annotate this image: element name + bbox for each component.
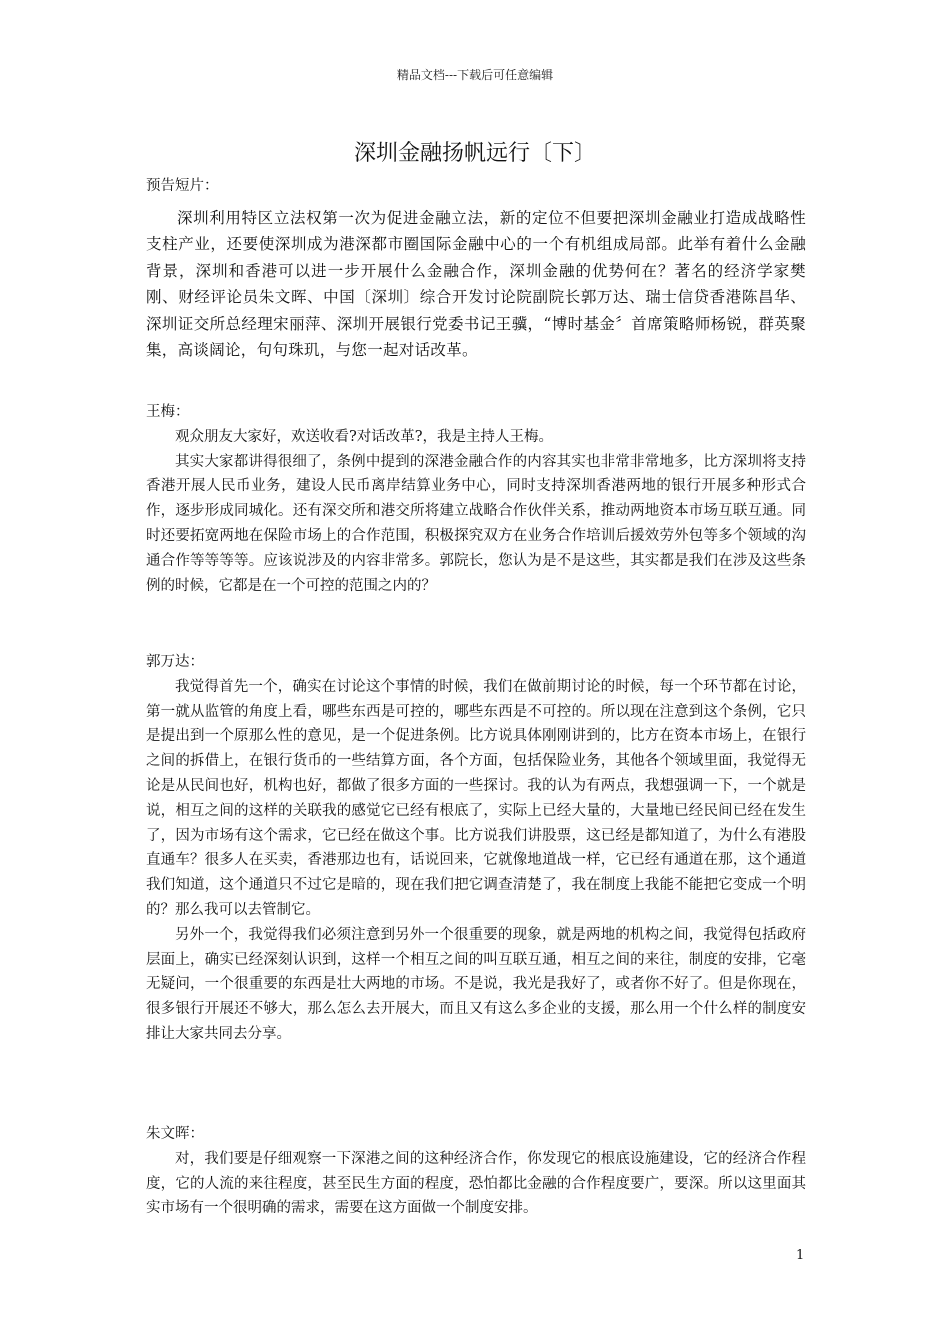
paragraph: 其实大家都讲得很细了，条例中提到的深港金融合作的内容其实也非常非常地多，比方深圳将支持香港开展人民币业务，建设人民币离岸结算业务中心，同时支持深圳香港两地的银行开展多种形式合作，逐步形成同城化。还有深交所和港交所将建立战略合作伙伴关系，推动两地资本市场互联互通。同时还要拓宽两地在保险市场上的合作范围，积极探究双方在业务合作培训后援效劳外包等多个领域的沟通合作等等等等。应该说涉及的内容非常多。郭院长，您认为是不是这些，其实都是我们在涉及这些条例的时候，它都是在一个可控的范围之内的？	[146, 453, 806, 594]
page-number: 1	[796, 1248, 805, 1263]
section-guowanda	[146, 650, 806, 1047]
speaker-label: 王梅：	[146, 404, 190, 420]
page-header: 精品文档---下载后可任意编辑	[396, 68, 554, 82]
paragraph: 另外一个，我觉得我们必须注意到另外一个很重要的现象，就是两地的机构之间，我觉得包括政府层面上，确实已经深刻认识到，这样一个相互之间的叫互联互通，相互之间的来往，制度的安排，它毫无疑问，一个很重要的东西是壮大两地的市场。不是说，我光是我好了，或者你不好了。但是你现在，很多银行开展还不够大，那么怎么去开展大，而且又有这么多企业的支援，那么用一个什么样的制度安排让大家共同去分享。	[146, 926, 806, 1042]
section-zhuwenhui	[146, 1122, 806, 1221]
paragraph: 对，我们要是仔细观察一下深港之间的这种经济合作，你发现它的根底设施建设，它的经济合作程度，它的人流的来往程度，甚至民生方面的程度，恐怕都比金融的合作程度要广，要深。所以这里面其实市场有一个很明确的需求，需要在这方面做一个制度安排。	[146, 1150, 806, 1217]
section-wangmei	[146, 400, 806, 598]
document-title: 深圳金融扬帆远行〔下〕	[353, 141, 596, 166]
paragraph: 我觉得首先一个，确实在讨论这个事情的时候，我们在做前期讨论的时候，每一个环节都在讨论，第一就从监管的角度上看，哪些东西是可控的，哪些东西是不可控的。所以现在注意到这个条例，它只是提出到一个原那么性的意见，是一个促进条例。比方说具体刚刚讲到的，比方在资本市场上，在银行之间的拆借上，在银行货币的一些结算方面，各个方面，包括保险业务，其他各个领域里面，我觉得无论是从民间也好，机构也好，都做了很多方面的一些探讨。我的认为有两点，我想强调一下，一个就是说，相互之间的这样的关联我的感觉它已经有根底了，实际上已经大量的，大量地已经民间已经在发生了，因为市场有这个需求，它已经在做这个事。比方说我们讲股票，这已经是都知道了，为什么有港股直通车？很多人在买卖，香港那边也有，话说回来，它就像地道战一样，它已经有通道在那，这个通道我们知道，这个通道只不过它是暗的，现在我们把它调查清楚了，我在制度上我能不能把它变成一个明的？那么我可以去管制它。	[146, 678, 806, 918]
speaker-label: 郭万达：	[146, 654, 204, 670]
document-body	[146, 174, 806, 364]
speaker-label: 朱文晖：	[146, 1126, 204, 1142]
intro-paragraph: 深圳利用特区立法权第一次为促进金融立法，新的定位不但要把深圳金融业打造成战略性支柱产业，还要使深圳成为港深都市圈国际金融中心的一个有机组成局部。此举有着什么金融背景，深圳和香港可以进一步开展什么金融合作，深圳金融的优势何在？著名的经济学家樊刚、财经评论员朱文晖、中国〔深圳〕综合开发讨论院副院长郭万达、瑞士信贷香港陈昌华、深圳证交所总经理宋丽萍、深圳开展银行党委书记王骥，“博时基金〞首席策略师杨锐，群英聚集，高谈阔论，句句珠玑，与您一起对话改革。	[146, 208, 806, 360]
paragraph: 观众朋友大家好，欢送收看?对话改革?，我是主持人王梅。	[175, 428, 554, 445]
preview-label: 预告短片：	[146, 178, 219, 194]
